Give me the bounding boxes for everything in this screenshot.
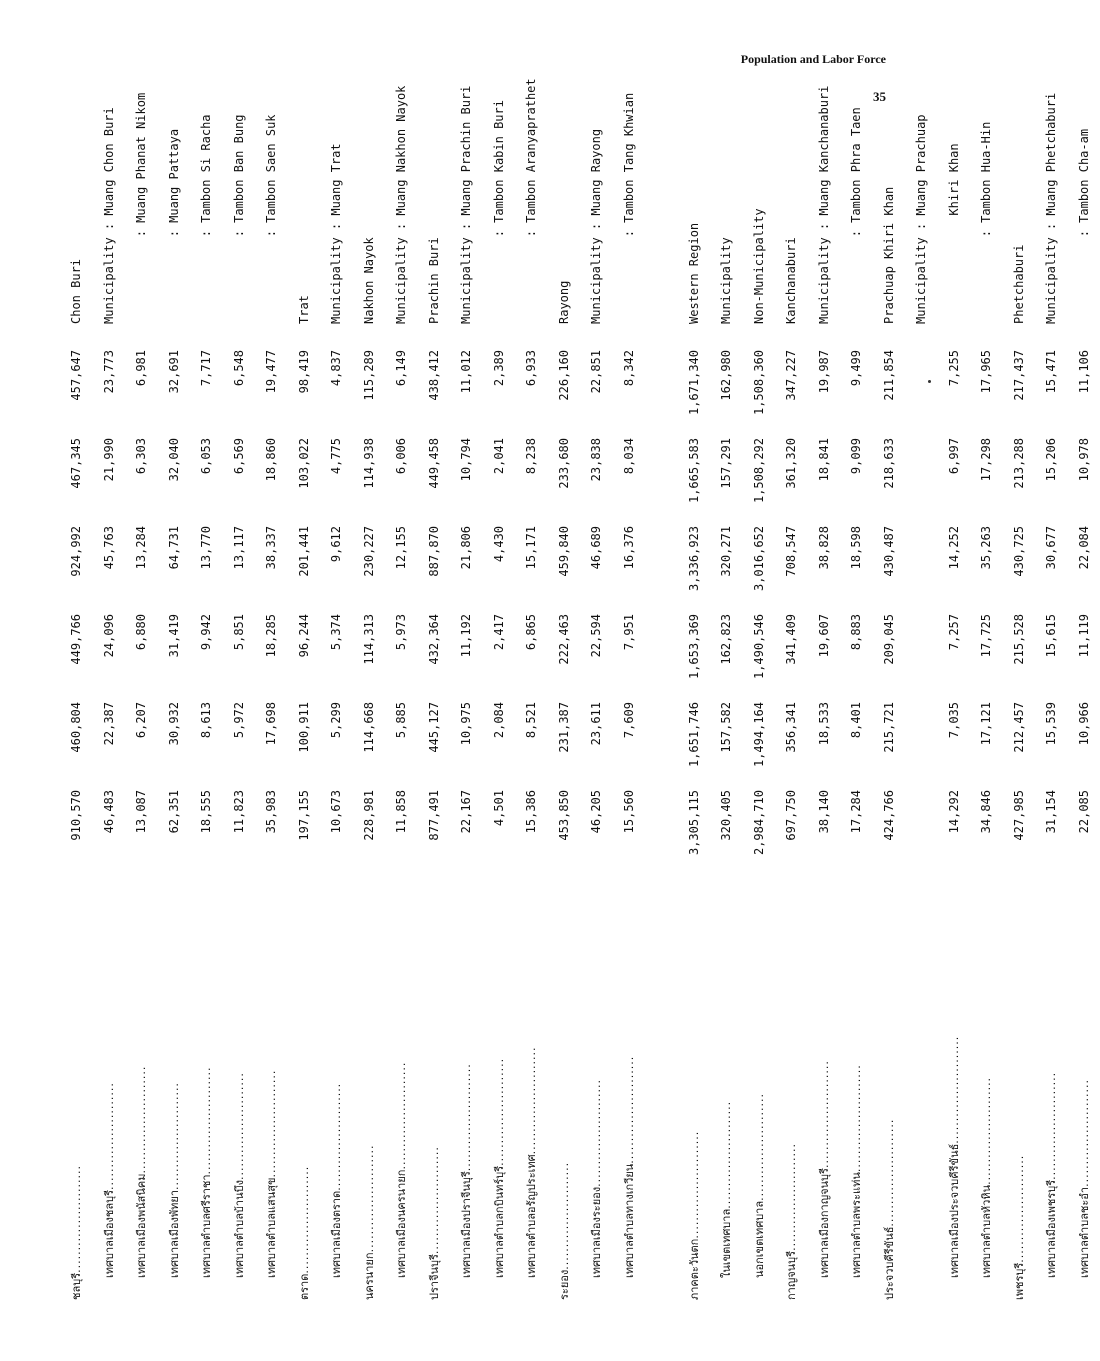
english-label: Kanchanaburi — [784, 237, 799, 324]
english-label: Chon Buri — [69, 258, 84, 324]
table-row — [743, 160, 776, 1300]
thai-label: กาญจนบุรี........................ — [785, 1143, 799, 1300]
value-cell: 6,933 — [524, 350, 539, 387]
thai-label: เทศบาลตำบลศรีราชา........................ — [200, 1066, 214, 1278]
value-cell: 9,942 — [199, 614, 214, 651]
value-cell: 3,305,115 — [686, 790, 701, 856]
value-cell: 18,533 — [816, 702, 831, 746]
value-cell: 23,773 — [101, 350, 116, 394]
value-cell: 6,880 — [134, 614, 149, 651]
value-cell: 6,053 — [199, 438, 214, 475]
value-cell: 18,598 — [849, 526, 864, 570]
value-cell: 5,885 — [394, 702, 409, 739]
table-row — [808, 160, 841, 1300]
value-cell: 100,911 — [296, 702, 311, 753]
value-cell: 7,257 — [946, 614, 961, 651]
thai-label: ภาคตะวันตก........................ — [687, 1130, 701, 1300]
table-row — [710, 160, 743, 1300]
table-row — [1035, 160, 1068, 1300]
value-cell: 11,012 — [459, 350, 474, 394]
value-cell: 226,160 — [556, 350, 571, 401]
value-cell: 427,985 — [1011, 790, 1026, 841]
english-label: Western Region — [686, 222, 701, 324]
value-cell: 64,731 — [166, 526, 181, 570]
value-cell: 3,336,923 — [686, 526, 701, 592]
value-cell: 32,691 — [166, 350, 181, 394]
value-cell: 320,271 — [719, 526, 734, 577]
value-cell: 7,255 — [946, 350, 961, 387]
value-cell: 96,244 — [296, 614, 311, 658]
english-label: Non-Municipality — [751, 208, 766, 324]
value-cell: 35,263 — [979, 526, 994, 570]
value-cell: 2,084 — [491, 702, 506, 739]
value-cell: 4,501 — [491, 790, 506, 827]
table-row — [288, 160, 321, 1300]
value-cell: 8,034 — [621, 438, 636, 475]
value-cell: 31,154 — [1044, 790, 1059, 834]
value-cell: 15,471 — [1044, 350, 1059, 394]
thai-label: ประจวบคีรีขันธ์........................ — [882, 1118, 896, 1300]
value-cell: 201,441 — [296, 526, 311, 577]
value-cell — [905, 782, 938, 870]
thai-label: ปราจีนบุรี........................ — [427, 1146, 441, 1300]
value-cell: 14,252 — [946, 526, 961, 570]
value-cell: 213,288 — [1011, 438, 1026, 489]
value-cell: 19,607 — [816, 614, 831, 658]
value-cell: 8,613 — [199, 702, 214, 739]
thai-label: เทศบาลเมืองเพชรบุรี........................ — [1045, 1071, 1059, 1278]
value-cell: 5,299 — [329, 702, 344, 739]
thai-label: เทศบาลตำบลแสนสุข........................ — [265, 1069, 279, 1278]
thai-label: เทศบาลตำบลทางเกวียน........................ — [622, 1055, 636, 1278]
value-cell: 467,345 — [69, 438, 84, 489]
table-row — [385, 160, 418, 1300]
thai-label: เทศบาลตำบลพระแท่น........................ — [850, 1064, 864, 1278]
english-label: Rayong — [556, 280, 571, 324]
block-spacer — [645, 160, 678, 1300]
value-cell: 16,376 — [621, 526, 636, 570]
thai-label: เพชรบุรี........................ — [1012, 1154, 1026, 1300]
page-number: 35 — [873, 89, 886, 104]
value-cell: 11,192 — [459, 614, 474, 658]
value-cell: 62,351 — [166, 790, 181, 834]
value-cell: 924,992 — [69, 526, 84, 577]
table-row — [1068, 160, 1100, 1300]
value-cell: 231,387 — [556, 702, 571, 753]
thai-label: ระยอง........................ — [557, 1161, 571, 1300]
english-label: Municipality : Muang Prachuap — [914, 114, 929, 324]
english-label: Prachin Buri — [426, 237, 441, 324]
value-cell: 2,389 — [491, 350, 506, 387]
english-label: : Muang Pattaya — [166, 128, 181, 324]
value-cell: 38,337 — [264, 526, 279, 570]
value-cell: 17,284 — [849, 790, 864, 834]
thai-label: เทศบาลตำบลอรัญประเทศ........................ — [525, 1046, 539, 1278]
value-cell: 12,155 — [394, 526, 409, 570]
value-cell: 9,099 — [849, 438, 864, 475]
english-label: : Muang Phanat Nikom — [134, 92, 149, 324]
value-cell: 230,227 — [361, 526, 376, 577]
value-cell: 17,698 — [264, 702, 279, 746]
value-cell: 157,291 — [719, 438, 734, 489]
value-cell: 17,298 — [979, 438, 994, 482]
value-cell: 449,766 — [69, 614, 84, 665]
value-cell: 114,668 — [361, 702, 376, 753]
thai-label: ชลบุรี........................ — [70, 1164, 84, 1300]
english-label: Municipality : Muang Kanchanaburi — [816, 85, 831, 324]
value-cell: 10,966 — [1076, 702, 1091, 746]
value-cell: 4,775 — [329, 438, 344, 475]
value-cell: 341,409 — [784, 614, 799, 665]
value-cell: 2,417 — [491, 614, 506, 651]
english-label: : Tambon Saen Suk — [264, 114, 279, 324]
value-cell: 8,521 — [524, 702, 539, 739]
value-cell: 30,932 — [166, 702, 181, 746]
value-cell: 34,846 — [979, 790, 994, 834]
thai-label: เทศบาลเมืองปราจีนบุรี........................ — [460, 1063, 474, 1278]
value-cell: 19,477 — [264, 350, 279, 394]
value-cell: 9,612 — [329, 526, 344, 563]
table-row — [905, 160, 938, 1300]
value-cell: 708,547 — [784, 526, 799, 577]
value-cell: 7,035 — [946, 702, 961, 739]
value-cell: 22,084 — [1076, 526, 1091, 570]
value-cell: 103,022 — [296, 438, 311, 489]
value-cell: 8,238 — [524, 438, 539, 475]
value-cell: 157,582 — [719, 702, 734, 753]
value-cell: 15,615 — [1044, 614, 1059, 658]
value-cell: 17,965 — [979, 350, 994, 394]
value-cell: 233,680 — [556, 438, 571, 489]
value-cell: 5,972 — [231, 702, 246, 739]
value-cell: 228,981 — [361, 790, 376, 841]
value-cell: 21,990 — [101, 438, 116, 482]
population-table — [60, 78, 1100, 1300]
value-cell: 31,419 — [166, 614, 181, 658]
table-row — [353, 160, 386, 1300]
value-cell: 445,127 — [426, 702, 441, 753]
value-cell: 6,548 — [231, 350, 246, 387]
value-cell: 45,763 — [101, 526, 116, 570]
value-cell: 2,984,710 — [751, 790, 766, 856]
value-cell: 1,653,369 — [686, 614, 701, 680]
thai-label: เทศบาลเมืองพัทยา........................ — [167, 1082, 181, 1278]
value-cell: 15,539 — [1044, 702, 1059, 746]
thai-label: ในเขตเทศบาล........................ — [720, 1100, 734, 1278]
value-cell: 438,412 — [426, 350, 441, 401]
value-cell: 11,106 — [1076, 350, 1091, 394]
value-cell: 457,647 — [69, 350, 84, 401]
english-label: Municipality — [719, 237, 734, 324]
value-cell: 162,823 — [719, 614, 734, 665]
value-cell: 6,303 — [134, 438, 149, 475]
table-row — [255, 160, 288, 1300]
english-label: Khiri Khan — [946, 143, 961, 324]
value-cell: 13,117 — [231, 526, 246, 570]
thai-label: เทศบาลตำบลหัวหิน........................ — [980, 1076, 994, 1278]
value-cell — [905, 518, 938, 606]
value-cell: 10,673 — [329, 790, 344, 834]
english-label: : Tambon Cha-am — [1076, 128, 1091, 324]
value-cell: 1,494,164 — [751, 702, 766, 768]
value-cell: 21,806 — [459, 526, 474, 570]
value-cell: 449,458 — [426, 438, 441, 489]
value-cell: 17,725 — [979, 614, 994, 658]
value-cell: 18,555 — [199, 790, 214, 834]
value-cell: 10,975 — [459, 702, 474, 746]
value-cell: 17,121 — [979, 702, 994, 746]
value-cell: 32,040 — [166, 438, 181, 482]
value-cell: 11,858 — [394, 790, 409, 834]
value-cell: 356,341 — [784, 702, 799, 753]
english-label: Municipality : Muang Nakhon Nayok — [394, 85, 409, 324]
thai-label: นอกเขตเทศบาล........................ — [752, 1092, 766, 1278]
value-cell: 46,483 — [101, 790, 116, 834]
thai-label: เทศบาลตำบลกบินทร์บุรี........................ — [492, 1057, 506, 1278]
value-cell: 115,289 — [361, 350, 376, 401]
value-cell: 46,205 — [589, 790, 604, 834]
english-label: Prachuap Khiri Khan — [881, 186, 896, 324]
value-cell: 432,364 — [426, 614, 441, 665]
table-row — [775, 160, 808, 1300]
value-cell: 22,085 — [1076, 790, 1091, 834]
english-label: Phetchaburi — [1011, 244, 1026, 324]
value-cell: 430,487 — [881, 526, 896, 577]
value-cell: 14,292 — [946, 790, 961, 834]
value-cell: 10,794 — [459, 438, 474, 482]
value-cell: 7,951 — [621, 614, 636, 651]
value-cell: 6,997 — [946, 438, 961, 475]
table-row — [1003, 160, 1036, 1300]
value-cell: 6,006 — [394, 438, 409, 475]
value-cell: 215,721 — [881, 702, 896, 753]
value-cell: 15,206 — [1044, 438, 1059, 482]
thai-label: เทศบาลเมืองพนัสนิคม........................ — [135, 1065, 149, 1278]
table-row — [515, 160, 548, 1300]
table-row — [93, 160, 126, 1300]
english-label: : Tambon Si Racha — [199, 114, 214, 324]
table-row — [320, 160, 353, 1300]
value-cell: 4,837 — [329, 350, 344, 387]
english-label: : Tambon Kabin Buri — [491, 100, 506, 324]
value-cell: 38,140 — [816, 790, 831, 834]
value-cell: 218,633 — [881, 438, 896, 489]
table-row — [548, 160, 581, 1300]
value-cell: 877,491 — [426, 790, 441, 841]
value-cell: 5,973 — [394, 614, 409, 651]
value-cell: 459,840 — [556, 526, 571, 577]
value-cell: 1,671,340 — [686, 350, 701, 416]
value-cell: 18,841 — [816, 438, 831, 482]
value-cell: 6,569 — [231, 438, 246, 475]
thai-label: เทศบาลเมืองนครนายก........................ — [395, 1061, 409, 1278]
table-row — [938, 160, 971, 1300]
value-cell: 222,463 — [556, 614, 571, 665]
value-cell: 8,883 — [849, 614, 864, 651]
value-cell: 22,851 — [589, 350, 604, 394]
table-row — [418, 160, 451, 1300]
table-row — [158, 160, 191, 1300]
value-cell — [905, 694, 938, 782]
value-cell: 7,609 — [621, 702, 636, 739]
value-cell: 7,717 — [199, 350, 214, 387]
value-cell: 6,207 — [134, 702, 149, 739]
thai-label — [905, 870, 938, 1300]
value-cell — [905, 606, 938, 694]
value-cell: 3,016,652 — [751, 526, 766, 592]
table-row — [840, 160, 873, 1300]
value-cell: 8,401 — [849, 702, 864, 739]
english-label: Municipality : Muang Rayong — [589, 128, 604, 324]
value-cell: 1,508,360 — [751, 350, 766, 416]
value-cell: 23,611 — [589, 702, 604, 746]
thai-label: เทศบาลเมืองประจวบคีรีขันธ์........................ — [947, 1035, 961, 1278]
value-cell: 1,490,546 — [751, 614, 766, 680]
value-cell: 22,387 — [101, 702, 116, 746]
value-cell: 24,096 — [101, 614, 116, 658]
english-label: : Tambon Phra Taen — [849, 107, 864, 324]
english-label: : Tambon Aranyaprathet — [524, 78, 539, 324]
value-cell: 9,499 — [849, 350, 864, 387]
table-row — [580, 160, 613, 1300]
table-row — [970, 160, 1003, 1300]
table-row — [483, 160, 516, 1300]
value-cell: 30,677 — [1044, 526, 1059, 570]
value-cell: 430,725 — [1011, 526, 1026, 577]
value-cell: 15,171 — [524, 526, 539, 570]
table-row — [873, 160, 906, 1300]
value-cell: 361,320 — [784, 438, 799, 489]
value-cell: 19,987 — [816, 350, 831, 394]
value-cell: 6,865 — [524, 614, 539, 651]
english-label: Municipality : Muang Trat — [329, 143, 344, 324]
table-row — [190, 160, 223, 1300]
english-label: Municipality : Muang Prachin Buri — [459, 85, 474, 324]
value-cell — [905, 342, 938, 430]
rotated-table-container — [60, 78, 1091, 1300]
value-cell: 320,405 — [719, 790, 734, 841]
value-cell: 197,155 — [296, 790, 311, 841]
value-cell: 162,980 — [719, 350, 734, 401]
value-cell: 215,528 — [1011, 614, 1026, 665]
value-cell: 35,983 — [264, 790, 279, 834]
value-cell: 6,149 — [394, 350, 409, 387]
value-cell: 1,651,746 — [686, 702, 701, 768]
english-label: : Tambon Hua-Hin — [979, 121, 994, 324]
value-cell: 211,854 — [881, 350, 896, 401]
value-cell: 910,570 — [69, 790, 84, 841]
value-cell: 13,284 — [134, 526, 149, 570]
english-label: : Tambon Ban Bung — [231, 114, 246, 324]
value-cell: 15,560 — [621, 790, 636, 834]
table-row — [223, 160, 256, 1300]
english-label: Municipality : Muang Phetchaburi — [1044, 92, 1059, 324]
value-cell: 1,665,583 — [686, 438, 701, 504]
value-cell: 10,978 — [1076, 438, 1091, 482]
value-cell: 114,938 — [361, 438, 376, 489]
value-cell: 697,750 — [784, 790, 799, 841]
value-cell: 887,870 — [426, 526, 441, 577]
value-cell: 11,823 — [231, 790, 246, 834]
value-cell: 212,457 — [1011, 702, 1026, 753]
section-title: Population and Labor Force — [740, 52, 886, 66]
english-label: Trat — [296, 295, 311, 324]
value-cell — [905, 430, 938, 518]
value-cell: 2,041 — [491, 438, 506, 475]
thai-label: เทศบาลตำบลบ้านบึง........................ — [232, 1072, 246, 1278]
english-label: Municipality : Muang Chon Buri — [101, 107, 116, 324]
value-cell: 460,804 — [69, 702, 84, 753]
value-cell: 217,437 — [1011, 350, 1026, 401]
value-cell: 23,838 — [589, 438, 604, 482]
value-cell: 13,087 — [134, 790, 149, 834]
value-cell: 15,386 — [524, 790, 539, 834]
value-cell: 453,850 — [556, 790, 571, 841]
thai-label: เทศบาลเมืองชลบุรี........................ — [102, 1082, 116, 1278]
thai-label: นครนายก........................ — [362, 1144, 376, 1300]
value-cell: 46,689 — [589, 526, 604, 570]
value-cell: 209,045 — [881, 614, 896, 665]
table-row — [60, 160, 93, 1300]
value-cell: 347,227 — [784, 350, 799, 401]
value-cell: 98,419 — [296, 350, 311, 394]
value-cell: 38,828 — [816, 526, 831, 570]
table-row — [450, 160, 483, 1300]
value-cell: 22,167 — [459, 790, 474, 834]
thai-label: เทศบาลเมืองตราด........................ — [330, 1082, 344, 1278]
value-cell: 18,285 — [264, 614, 279, 658]
thai-label: เทศบาลเมืองกาญจนบุรี........................ — [817, 1060, 831, 1278]
value-cell: 5,851 — [231, 614, 246, 651]
value-cell: 8,342 — [621, 350, 636, 387]
table-row — [125, 160, 158, 1300]
thai-label: เทศบาลตำบลชะอำ........................ — [1077, 1078, 1091, 1278]
value-cell: 1,508,292 — [751, 438, 766, 504]
value-cell: 424,766 — [881, 790, 896, 841]
value-cell: 6,981 — [134, 350, 149, 387]
thai-label: เทศบาลเมืองระยอง........................ — [590, 1078, 604, 1278]
value-cell: 22,594 — [589, 614, 604, 658]
value-cell: 114,313 — [361, 614, 376, 665]
value-cell: 11,119 — [1076, 614, 1091, 658]
value-cell: 4,430 — [491, 526, 506, 563]
value-cell: 18,860 — [264, 438, 279, 482]
population-table-body — [60, 78, 1100, 1300]
table-row — [613, 160, 646, 1300]
value-cell: 5,374 — [329, 614, 344, 651]
english-label: : Tambon Tang Khwian — [621, 92, 636, 324]
english-label: Nakhon Nayok — [361, 237, 376, 324]
thai-label: ตราด........................ — [297, 1165, 311, 1300]
table-row — [678, 160, 711, 1300]
page-header — [741, 52, 886, 105]
value-cell: 13,770 — [199, 526, 214, 570]
